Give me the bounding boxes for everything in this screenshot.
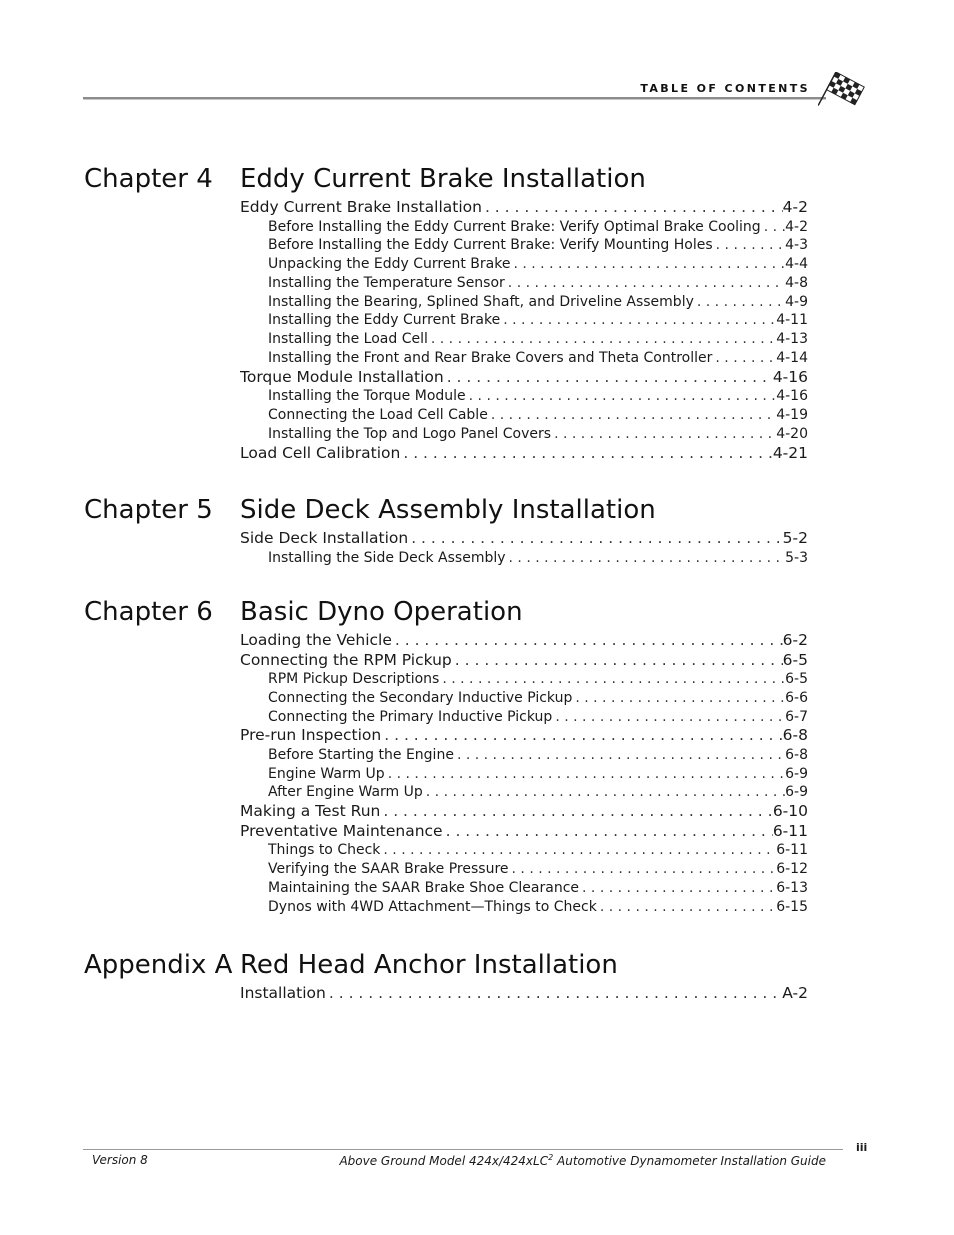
dot-leader <box>713 236 785 255</box>
toc-entry <box>240 783 808 802</box>
toc-entry-page: 4-20 <box>776 425 808 442</box>
toc-entry <box>240 651 808 671</box>
toc-entry-page: 6-11 <box>776 842 808 859</box>
dot-leader <box>439 670 785 689</box>
toc-entry-title: Connecting the Primary Inductive Pickup <box>268 708 553 725</box>
toc-entry-title: Installing the Top and Logo Panel Covers <box>268 425 552 442</box>
dot-leader <box>452 651 783 671</box>
toc-entry-page: 6-8 <box>782 726 808 745</box>
toc-entry-title: Things to Check <box>268 842 381 859</box>
toc-entry-page: 4-16 <box>776 388 808 405</box>
toc-entry <box>240 293 808 312</box>
dot-leader <box>552 708 785 727</box>
dot-leader <box>712 349 776 368</box>
footer-rule <box>83 1149 843 1150</box>
chapter-label: Chapter 5 <box>84 495 213 525</box>
toc-entry-title: Pre-run Inspection <box>240 726 382 745</box>
toc-entry-page: A-2 <box>782 984 808 1002</box>
dot-leader <box>509 860 777 879</box>
toc-entry-page: 6-13 <box>776 879 808 896</box>
toc-entry-title: Installing the Eddy Current Brake <box>268 312 501 329</box>
toc-entry-page: 6-5 <box>782 650 808 669</box>
footer-title-rest: Automotive Dynamometer Installation Guide <box>553 1154 826 1168</box>
toc-entry <box>240 984 808 1004</box>
chapter-title: Side Deck Assembly Installation <box>240 495 656 525</box>
toc-entry-title: Installing the Front and Rear Brake Covers and Theta Controller <box>268 350 713 367</box>
dot-leader <box>488 406 776 425</box>
toc-entry-page: 4-2 <box>785 218 808 235</box>
footer-version: Version 8 <box>92 1153 148 1167</box>
toc-entry <box>240 841 808 860</box>
toc-entry-page: 4-9 <box>785 293 808 310</box>
toc-entry <box>240 311 808 330</box>
header-rule <box>83 97 826 100</box>
toc-entry <box>240 529 808 549</box>
running-header: TABLE OF CONTENTS <box>640 82 810 95</box>
toc-entry-title: Installing the Torque Module <box>268 388 466 405</box>
dot-leader <box>392 631 783 651</box>
dot-leader <box>428 330 776 349</box>
toc-entry-page: 4-4 <box>785 256 808 273</box>
toc-entry-title: After Engine Warm Up <box>268 784 423 801</box>
toc-entry-title: Verifying the SAAR Brake Pressure <box>268 861 509 878</box>
toc-entry-title: Maintaining the SAAR Brake Shoe Clearance <box>268 879 580 896</box>
chapter-title: Basic Dyno Operation <box>240 597 523 627</box>
dot-leader <box>500 311 776 330</box>
dot-leader <box>761 218 785 237</box>
toc-entry-title: Installing the Side Deck Assembly <box>268 549 506 566</box>
toc-entry-title: Engine Warm Up <box>268 765 385 782</box>
chapter-label: Chapter 6 <box>84 597 213 627</box>
chapter-5-section <box>84 493 808 567</box>
toc-entry <box>240 406 808 425</box>
toc-entry <box>240 898 808 917</box>
toc-entry-title: RPM Pickup Descriptions <box>268 671 440 687</box>
toc-entry-title: Loading the Vehicle <box>240 631 392 649</box>
dot-leader <box>597 898 776 917</box>
dot-leader <box>506 549 786 568</box>
dot-leader <box>444 368 773 388</box>
toc-entry <box>240 198 808 218</box>
dot-leader <box>505 274 785 293</box>
dot-leader <box>466 387 777 406</box>
toc-entry-page: 6-2 <box>782 631 808 649</box>
dot-leader <box>326 984 782 1004</box>
toc-entry-page: 5-2 <box>782 529 808 547</box>
footer-document-title <box>330 1153 826 1168</box>
dot-leader <box>380 802 772 822</box>
dot-leader <box>572 689 785 708</box>
toc-entry-page: 6-10 <box>772 802 808 821</box>
dot-leader <box>454 746 785 765</box>
toc-entry <box>240 708 808 727</box>
dot-leader <box>579 879 776 898</box>
toc-entry-page: 6-9 <box>785 784 808 801</box>
toc-entry-title: Installing the Temperature Sensor <box>268 274 505 291</box>
toc-entry-page: 6-11 <box>772 821 808 840</box>
toc-entry-title: Before Installing the Eddy Current Brake: Verify Optimal Brake Cooling <box>268 218 761 235</box>
chapter-title: Red Head Anchor Installation <box>240 950 618 980</box>
dot-leader <box>482 198 783 218</box>
toc-entry <box>240 765 808 784</box>
toc-entry <box>240 236 808 255</box>
toc-entry <box>240 726 808 746</box>
toc-entry-page: 4-16 <box>772 367 808 386</box>
toc-entry <box>240 631 808 651</box>
toc-entry-page: 4-14 <box>776 350 808 367</box>
dot-leader <box>551 425 776 444</box>
dot-leader <box>380 841 776 860</box>
toc-entry-title: Installation <box>240 984 326 1002</box>
toc-entry-page: 4-11 <box>776 312 808 329</box>
toc-entry <box>240 368 808 388</box>
dot-leader <box>408 529 782 549</box>
toc-entries <box>240 529 808 567</box>
dot-leader <box>510 255 785 274</box>
toc-entry <box>240 822 808 842</box>
toc-entry <box>240 218 808 237</box>
toc-entry-title: Installing the Bearing, Splined Shaft, and Driveline Assembly <box>268 293 694 310</box>
toc-entry-title: Connecting the RPM Pickup <box>240 650 452 669</box>
chapter-label: Chapter 4 <box>84 164 213 194</box>
dot-leader <box>381 726 782 746</box>
toc-entry <box>240 425 808 444</box>
dot-leader <box>694 293 785 312</box>
toc-entry-page: 4-3 <box>785 237 808 254</box>
toc-entry <box>240 689 808 708</box>
dot-leader <box>400 444 772 464</box>
chapter-title: Eddy Current Brake Installation <box>240 164 646 194</box>
toc-entry-page: 6-5 <box>785 671 808 687</box>
footer-title-superscript: 2 <box>548 1153 554 1162</box>
toc-entry-page: 6-12 <box>776 861 808 878</box>
footer-title-main: Above Ground Model 424x/424xLC <box>339 1154 549 1168</box>
toc-entry-page: 6-8 <box>785 746 808 763</box>
toc-entry-page: 6-15 <box>776 898 808 915</box>
toc-entry-page: 5-3 <box>785 549 808 566</box>
toc-entry <box>240 255 808 274</box>
toc-entry <box>240 444 808 464</box>
toc-entry-title: Load Cell Calibration <box>240 443 401 462</box>
toc-entry-title: Torque Module Installation <box>240 367 444 386</box>
toc-entry <box>240 860 808 879</box>
toc-entry-page: 4-19 <box>776 407 808 424</box>
toc-entry-page: 4-2 <box>782 198 808 216</box>
toc-entry-title: Before Starting the Engine <box>268 746 454 763</box>
toc-entry-title: Connecting the Secondary Inductive Pickup <box>268 689 573 706</box>
toc-entries <box>240 631 808 916</box>
dot-leader <box>443 822 773 842</box>
toc-entries <box>240 198 808 463</box>
toc-entry <box>240 879 808 898</box>
toc-entry-page: 4-13 <box>776 331 808 348</box>
toc-entry-title: Eddy Current Brake Installation <box>240 198 482 216</box>
toc-entry <box>240 274 808 293</box>
toc-entry-title: Unpacking the Eddy Current Brake <box>268 256 511 273</box>
toc-entry <box>240 387 808 406</box>
toc-entry-title: Preventative Maintenance <box>240 821 443 840</box>
toc-entry-title: Making a Test Run <box>240 802 381 821</box>
toc-entry-title: Connecting the Load Cell Cable <box>268 407 488 424</box>
toc-entry <box>240 802 808 822</box>
toc-entry-page: 4-8 <box>785 274 808 291</box>
chapter-4-section <box>84 162 808 463</box>
dot-leader <box>385 765 785 784</box>
toc-entry-page: 6-6 <box>785 689 808 706</box>
toc-entry <box>240 349 808 368</box>
toc-entry <box>240 746 808 765</box>
toc-entry-title: Dynos with 4WD Attachment—Things to Check <box>268 898 597 915</box>
toc-entry <box>240 549 808 568</box>
appendix-a-section <box>84 948 808 1004</box>
toc-entry-title: Side Deck Installation <box>240 529 409 547</box>
toc-entries <box>240 984 808 1004</box>
dot-leader <box>423 783 785 802</box>
toc-entry-page: 4-21 <box>772 443 808 462</box>
toc-entry <box>240 670 808 689</box>
toc-entry-title: Installing the Load Cell <box>268 331 428 348</box>
page-number: iii <box>856 1141 868 1154</box>
toc-entry-title: Before Installing the Eddy Current Brake: Verify Mounting Holes <box>268 237 713 254</box>
chapter-6-section <box>84 595 808 916</box>
checkered-flag-icon <box>818 72 868 118</box>
toc-entry-page: 6-7 <box>785 708 808 725</box>
toc-entry-page: 6-9 <box>785 765 808 782</box>
toc-entry <box>240 330 808 349</box>
chapter-label: Appendix A <box>84 950 233 980</box>
